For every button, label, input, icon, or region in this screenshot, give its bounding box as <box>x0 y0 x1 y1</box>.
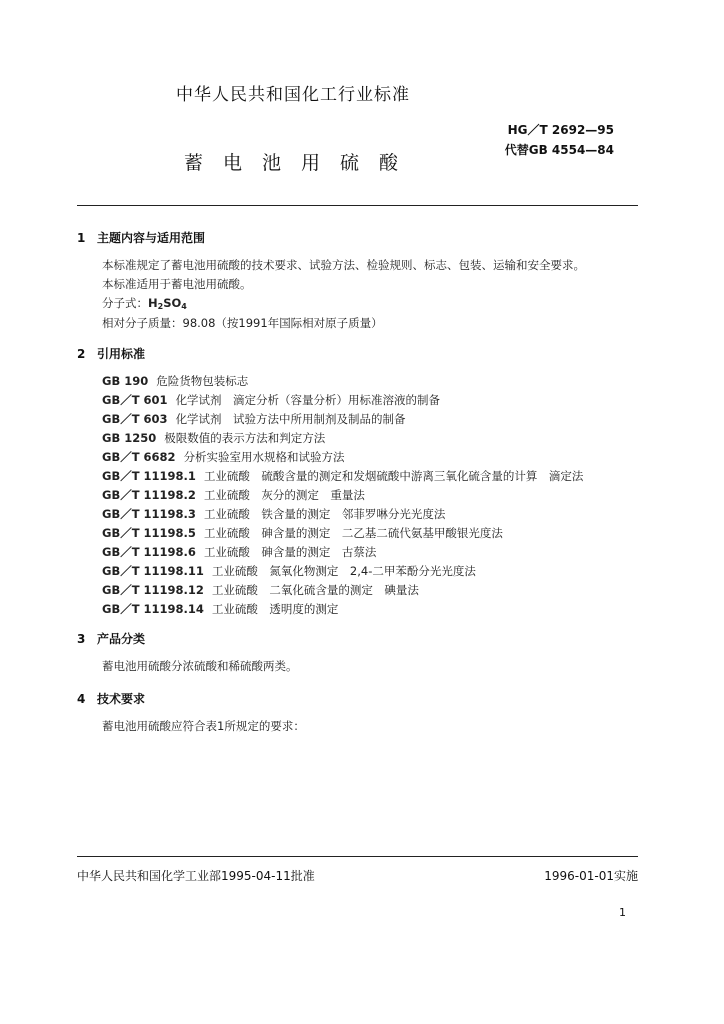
reference-item <box>102 411 406 427</box>
section-title: 技术要求 <box>97 692 146 706</box>
reference-code: GB／T 11198.11 <box>102 564 204 578</box>
reference-code: GB／T 601 <box>102 393 168 407</box>
reference-title: 工业硫酸 硫酸含量的测定和发烟硫酸中游离三氧化硫含量的计算 滴定法 <box>203 469 584 483</box>
section-number: 2 <box>77 347 86 361</box>
section-3-heading <box>77 630 145 647</box>
reference-code: GB／T 603 <box>102 412 168 426</box>
reference-title: 极限数值的表示方法和判定方法 <box>164 431 326 445</box>
section-number: 3 <box>77 632 86 646</box>
section-4-heading <box>77 690 145 707</box>
reference-item <box>102 544 376 560</box>
section-1-paragraph-scope: 本标准规定了蓄电池用硫酸的技术要求、试验方法、检验规则、标志、包装、运输和安全要求。 <box>102 258 585 272</box>
section-1-paragraph-applicability: 本标准适用于蓄电池用硫酸。 <box>102 277 252 291</box>
section-title: 主题内容与适用范围 <box>97 231 206 245</box>
standard-category-title: 中华人民共和国化工行业标准 <box>176 85 410 105</box>
reference-item <box>102 468 583 484</box>
reference-title: 工业硫酸 砷含量的测定 二乙基二硫代氨基甲酸银光度法 <box>203 526 503 540</box>
page-number: 1 <box>619 906 626 919</box>
reference-code: GB／T 11198.12 <box>102 583 204 597</box>
reference-code: GB／T 11198.2 <box>102 488 196 502</box>
reference-item <box>102 601 338 617</box>
section-number: 1 <box>77 231 86 245</box>
reference-item <box>102 506 445 522</box>
document-title: 蓄电池用硫酸 <box>184 152 419 174</box>
formula-h: H <box>148 296 158 310</box>
reference-item <box>102 582 419 598</box>
section-4-paragraph: 蓄电池用硫酸应符合表1所规定的要求： <box>102 719 305 733</box>
reference-item <box>102 373 248 389</box>
section-1-heading <box>77 229 205 246</box>
reference-title: 危险货物包装标志 <box>156 374 249 388</box>
approval-statement: 中华人民共和国化学工业部1995-04-11批准 <box>77 869 315 883</box>
section-title: 产品分类 <box>97 632 146 646</box>
reference-title: 工业硫酸 灰分的测定 重量法 <box>203 488 365 502</box>
reference-title: 工业硫酸 透明度的测定 <box>211 602 339 616</box>
reference-code: GB／T 11198.5 <box>102 526 196 540</box>
reference-code: GB 190 <box>102 374 149 388</box>
reference-code: GB／T 6682 <box>102 450 176 464</box>
reference-title: 工业硫酸 氮氧化物测定 2,4-二甲苯酚分光光度法 <box>211 564 476 578</box>
reference-item <box>102 525 503 541</box>
reference-code: GB 1250 <box>102 431 157 445</box>
reference-code: GB／T 11198.6 <box>102 545 196 559</box>
reference-item <box>102 487 365 503</box>
formula-label: 分子式： <box>102 296 148 310</box>
reference-item <box>102 449 345 465</box>
reference-title: 分析实验室用水规格和试验方法 <box>183 450 345 464</box>
reference-code: GB／T 11198.14 <box>102 602 204 616</box>
section-number: 4 <box>77 692 86 706</box>
reference-code: GB／T 11198.1 <box>102 469 196 483</box>
footer-divider <box>77 856 638 857</box>
reference-code: GB／T 11198.3 <box>102 507 196 521</box>
standard-number: HG／T 2692—95 <box>507 123 614 137</box>
replaces-standard: 代替GB 4554—84 <box>504 143 614 157</box>
reference-title: 工业硫酸 砷含量的测定 古蔡法 <box>203 545 377 559</box>
section-title: 引用标准 <box>97 347 146 361</box>
reference-title: 化学试剂 试验方法中所用制剂及制品的制备 <box>175 412 406 426</box>
effective-date: 1996-01-01实施 <box>544 869 638 883</box>
formula-so-subscript: 4 <box>181 302 187 311</box>
molecular-formula <box>102 295 187 311</box>
reference-title: 工业硫酸 二氧化硫含量的测定 碘量法 <box>211 583 419 597</box>
section-2-heading <box>77 345 145 362</box>
relative-molecular-mass: 相对分子质量：98.08（按1991年国际相对原子质量） <box>102 316 383 330</box>
reference-title: 化学试剂 滴定分析（容量分析）用标准溶液的制备 <box>175 393 441 407</box>
reference-title: 工业硫酸 铁含量的测定 邻菲罗啉分光光度法 <box>203 507 446 521</box>
header-divider <box>77 205 638 206</box>
reference-item <box>102 430 325 446</box>
section-3-paragraph: 蓄电池用硫酸分浓硫酸和稀硫酸两类。 <box>102 659 298 673</box>
reference-item <box>102 563 476 579</box>
reference-item <box>102 392 440 408</box>
formula-so: SO <box>163 296 182 310</box>
formula-h-subscript: 2 <box>157 302 164 311</box>
